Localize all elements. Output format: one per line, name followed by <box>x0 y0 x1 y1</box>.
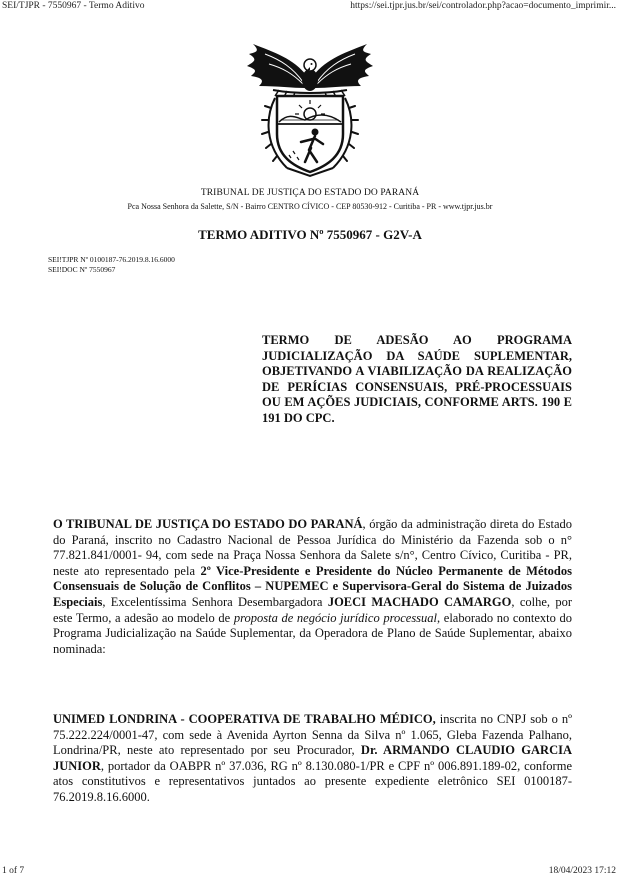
process-number: SEI!TJPR Nº 0100187-76.2019.8.16.6000 <box>48 255 175 264</box>
doc-number: SEI!DOC Nº 7550967 <box>48 265 116 274</box>
paragraph-text: , portador da OABPR nº 37.036, RG nº 8.130.080-1/PR e CPF nº 006.891.189-02, conforme atos constitutivos e representativos juntados ao presente expediente eletrônico SEI 0100187-76.2019.8.16.6000. <box>53 758 572 804</box>
document-meta <box>48 255 175 275</box>
print-header-url: https://sei.tjpr.jus.br/sei/controlador.php?acao=documento_imprimir... <box>350 1 616 11</box>
paragraph-text: , colhe, por este Termo, a adesão ao modelo de <box>53 594 572 625</box>
paragraph-tribunal <box>53 517 572 657</box>
attorney-name: Dr. ARMANDO CLAUDIO GARCIA JUNIOR <box>53 743 572 773</box>
page-indicator: 1 of 7 <box>2 866 25 876</box>
paragraph-text: , Excelentíssima Senhora Desembargadora <box>102 594 328 609</box>
paragraph-text: , elaborado no contexto do Programa Judicialização na Saúde Suplementar, da Operadora de Plano de Saúde Suplementar, abaixo nominada: <box>53 610 573 656</box>
coat-of-arms <box>0 38 620 178</box>
print-timestamp: 18/04/2023 17:12 <box>548 866 616 876</box>
paragraph-text: , órgão da administração direta do Estado do Paraná, inscrito no Cadastro Nacional de Pessoa Jurídica do Ministério da Fazenda sob o n° 77.821.841/0001- 94, com sede na Praça Nossa Senhora da Salete s/n°, Centro Cívico, Curitiba - PR, neste ato representado pela <box>53 517 572 578</box>
document-title: TERMO ADITIVO Nº 7550967 - G2V-A <box>198 227 422 242</box>
organization-name: TRIBUNAL DE JUSTIÇA DO ESTADO DO PARANÁ <box>200 188 420 198</box>
paragraph-text: inscrita no CNPJ sob o nº 75.222.224/0001-47, com sede à Avenida Ayrton Senna da Silva nº 1.065, Gleba Fazenda Palhano, Londrina/PR, neste ato representado por seu Procurador, <box>53 712 572 758</box>
representative-name: JOECI MACHADO CAMARGO <box>327 594 512 609</box>
proposal-term: proposta de negócio jurídico processual <box>233 610 438 625</box>
paragraph-operator <box>53 712 572 806</box>
print-header-title: SEI/TJPR - 7550967 - Termo Aditivo <box>2 1 145 11</box>
tribunal-name: O TRIBUNAL DE JUSTIÇA DO ESTADO DO PARANÁ <box>53 517 363 531</box>
document-subject: TERMO DE ADESÃO AO PROGRAMA JUDICIALIZAÇÃO DA SAÚDE SUPLEMENTAR, OBJETIVANDO A VIABILIZAÇÃO DA REALIZAÇÃO DE PERÍCIAS CONSENSUAIS, PRÉ-PROCESSUAIS OU EM AÇÕES JUDICIAIS, CONFORME ARTS. 190 E 191 DO CPC. <box>262 333 572 425</box>
representative-role: 2º Vice-Presidente e Presidente do Núcleo Permanente de Métodos Consensuais de Solução de Conflitos – NUPEMEC e Supervisora-Geral do Sistema de Juizados Especiais <box>53 563 572 609</box>
organization-address: Pca Nossa Senhora da Salette, S/N - Bairro CENTRO CÍVICO - CEP 80530-912 - Curitiba - PR - www.tjpr.jus.br <box>127 202 493 211</box>
operator-name: UNIMED LONDRINA - COOPERATIVA DE TRABALHO MÉDICO, <box>53 712 436 726</box>
parana-coat-of-arms-icon <box>235 38 385 178</box>
